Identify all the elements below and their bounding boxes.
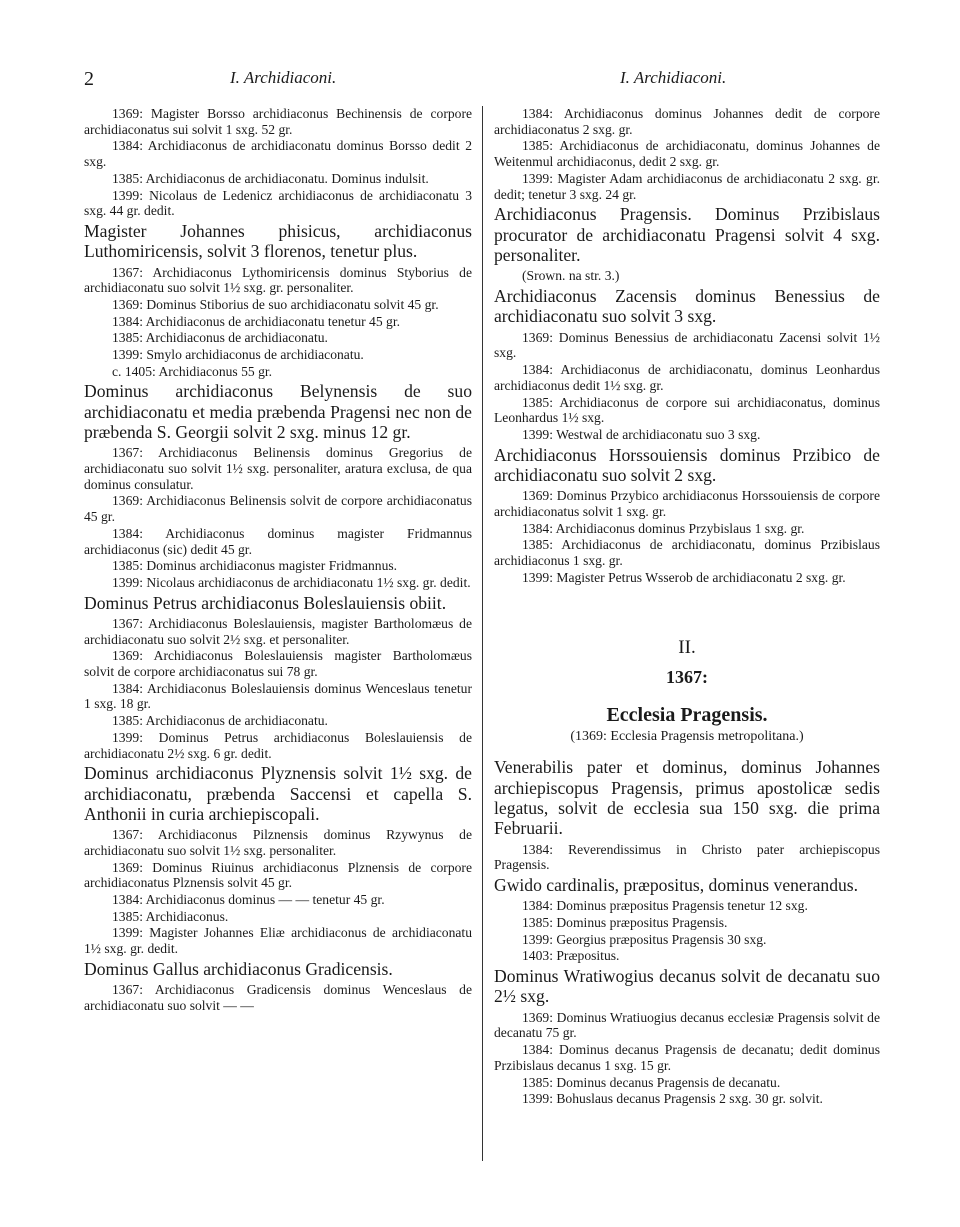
section-title: Ecclesia Pragensis. xyxy=(606,704,768,727)
record-entry: 1369: Magister Borsso archidiaconus Bechinensis de corpore archidiaconatus sui solvit 1 sxg. 52 gr. xyxy=(84,106,472,137)
record-entry: 1369: Dominus Stiborius de suo archidiaconatu solvit 45 gr. xyxy=(112,296,439,312)
record-entry: 1399: Nicolaus de Ledenicz archidiaconus de archidiaconatu 3 sxg. 44 gr. dedit. xyxy=(84,187,472,219)
entry-heading: Archidiaconus Pragensis. Dominus Przibislaus procurator de archidiaconatu Pragensi solvit 4 sxg. personaliter. xyxy=(494,204,880,265)
entry-heading: Venerabilis pater et dominus, dominus Johannes archiepiscopus Pragensis, primus apostolicæ sedis legatus, solvit de ecclesia sua 150 sxg. die prima Februarii. xyxy=(494,757,880,839)
section-heading-block xyxy=(494,637,880,745)
record-entry: 1399: Dominus Petrus archidiaconus Boleslauiensis de archidiaconatu 2½ sxg. 6 gr. dedit. xyxy=(84,729,472,761)
record-entry: 1384: Reverendissimus in Christo pater archiepiscopus Pragensis. xyxy=(494,841,880,873)
record-entry: 1385: Archidiaconus de archidiaconatu. xyxy=(112,713,328,729)
record-entry: 1367: Archidiaconus Gradicensis dominus Wenceslaus de archidiaconatu suo solvit — — xyxy=(84,982,472,1013)
record-entry: 1384: Archidiaconus Boleslauiensis dominus Wenceslaus tenetur 1 sxg. 18 gr. xyxy=(84,680,472,712)
cross-reference-note: (Srown. na str. 3.) xyxy=(522,268,620,284)
left-column xyxy=(84,106,472,1015)
record-entry: 1399: Georgius præpositus Pragensis 30 sxg. xyxy=(522,931,767,947)
record-entry: 1385: Dominus præpositus Pragensis. xyxy=(522,915,728,931)
record-entry: 1385: Dominus decanus Pragensis de decanatu. xyxy=(522,1074,781,1090)
record-entry: 1369: Dominus Benessius de archidiaconatu Zacensi solvit 1½ sxg. xyxy=(494,329,880,361)
page-header xyxy=(84,68,884,94)
entry-heading: Archidiaconus Horssouiensis dominus Przibico de archidiaconatu suo solvit 2 sxg. xyxy=(494,444,880,485)
right-column xyxy=(494,106,880,1108)
record-entry: 1367: Archidiaconus Belinensis dominus Gregorius de archidiaconatu suo solvit 1½ sxg. personaliter, aratura exclusa, de qua dominus consulatur. xyxy=(84,445,472,492)
column-divider xyxy=(482,106,483,1161)
running-head-right: I. Archidiaconi. xyxy=(620,68,727,87)
entry-heading: Magister Johannes phisicus, archidiaconus Luthomiricensis, solvit 3 florenos, tenetur plus. xyxy=(84,220,472,262)
record-entry: 1399: Smylo archidiaconus de archidiaconatu. xyxy=(112,347,364,363)
record-entry: 1384: Archidiaconus dominus — — tenetur 45 gr. xyxy=(112,891,385,907)
record-entry: 1384: Archidiaconus dominus Johannes dedit de corpore archidiaconatus 2 sxg. gr. xyxy=(494,106,880,137)
entry-heading: Dominus archidiaconus Plyznensis solvit 1½ sxg. de archidiaconatu, præbenda Saccensi et capella S. Anthonii in curia archiepiscopali. xyxy=(84,763,472,824)
record-entry: 1385: Archidiaconus de archidiaconatu. xyxy=(112,330,328,346)
section-subtitle: (1369: Ecclesia Pragensis metropolitana.) xyxy=(570,729,804,745)
entry-heading: Dominus Petrus archidiaconus Boleslauiensis obiit. xyxy=(84,592,447,613)
record-entry: 1384: Archidiaconus dominus magister Fridmannus archidiaconus (sic) dedit 45 gr. xyxy=(84,525,472,557)
record-entry: 1369: Dominus Riuinus archidiaconus Plznensis de corpore archidiaconatus Plznensis solvit 45 gr. xyxy=(84,859,472,891)
record-entry: 1367: Archidiaconus Lythomiricensis dominus Styborius de archidiaconatu suo solvit 1½ sxg. gr. personaliter. xyxy=(84,264,472,296)
record-entry: 1384: Dominus decanus Pragensis de decanatu; dedit dominus Przibislaus decanus 1 sxg. 15 gr. xyxy=(494,1042,880,1073)
record-entry: 1399: Magister Johannes Eliæ archidiaconus de archidiaconatu 1½ sxg. gr. dedit. xyxy=(84,925,472,957)
record-entry: 1384: Archidiaconus de archidiaconatu dominus Borsso dedit 2 sxg. xyxy=(84,138,472,170)
record-entry: 1384: Archidiaconus de archidiaconatu tenetur 45 gr. xyxy=(112,313,401,329)
record-entry: 1399: Magister Adam archidiaconus de archidiaconatu 2 sxg. gr. dedit; tenetur 3 sxg. 24 gr. xyxy=(494,170,880,202)
record-entry: 1369: Dominus Wratiuogius decanus ecclesiæ Pragensis solvit de decanatu 75 gr. xyxy=(494,1009,880,1041)
entry-heading: Dominus archidiaconus Belynensis de suo archidiaconatu et media præbenda Pragensi nec non de præbenda S. Georgii solvit 2 sxg. minus 12 gr. xyxy=(84,381,472,443)
entry-heading: Dominus Gallus archidiaconus Gradicensis. xyxy=(84,958,393,979)
section-year: 1367: xyxy=(666,667,708,688)
record-entry: 1399: Magister Petrus Wsserob de archidiaconatu 2 sxg. gr. xyxy=(522,569,846,585)
record-entry: 1385: Archidiaconus de archidiaconatu, dominus Przibislaus archidiaconus 1 sxg. gr. xyxy=(494,537,880,569)
right-column-entries xyxy=(494,106,880,585)
record-entry: 1369: Archidiaconus Belinensis solvit de corpore archidiaconatus 45 gr. xyxy=(84,493,472,525)
record-entry: 1399: Nicolaus archidiaconus de archidiaconatu 1½ sxg. gr. dedit. xyxy=(112,574,471,590)
entry-heading: Dominus Wratiwogius decanus solvit de decanatu suo 2½ sxg. xyxy=(494,966,880,1007)
record-entry: 1367: Archidiaconus Pilznensis dominus Rzywynus de archidiaconatu suo solvit 1½ sxg. personaliter. xyxy=(84,827,472,858)
entry-heading: Archidiaconus Zacensis dominus Benessius de archidiaconatu suo solvit 3 sxg. xyxy=(494,286,880,327)
record-entry: 1384: Dominus præpositus Pragensis tenetur 12 sxg. xyxy=(522,898,808,914)
record-entry: 1399: Bohuslaus decanus Pragensis 2 sxg. 30 gr. solvit. xyxy=(522,1091,823,1107)
record-entry: 1369: Archidiaconus Boleslauiensis magister Bartholomæus solvit de corpore archidiaconatus sui 78 gr. xyxy=(84,648,472,680)
entry-heading: Gwido cardinalis, præpositus, dominus venerandus. xyxy=(494,875,859,896)
record-entry: 1385: Archidiaconus de corpore sui archidiaconatus, dominus Leonhardus 1½ sxg. xyxy=(494,394,880,426)
record-entry: 1385: Archidiaconus de archidiaconatu, dominus Johannes de Weitenmul archidiaconus, dedit 2 sxg. gr. xyxy=(494,138,880,170)
page-number: 2 xyxy=(84,68,94,90)
record-entry: 1399: Westwal de archidiaconatu suo 3 sxg. xyxy=(522,426,761,442)
record-entry: 1384: Archidiaconus de archidiaconatu, dominus Leonhardus archidiaconus dedit 1½ sxg. gr. xyxy=(494,362,880,393)
record-entry: 1385: Archidiaconus. xyxy=(112,908,229,924)
section-roman-numeral: II. xyxy=(678,637,696,659)
record-entry: c. 1405: Archidiaconus 55 gr. xyxy=(112,363,273,379)
running-head-left: I. Archidiaconi. xyxy=(230,68,337,87)
record-entry: 1403: Præpositus. xyxy=(522,948,620,964)
record-entry: 1385: Archidiaconus de archidiaconatu. Dominus indulsit. xyxy=(112,170,429,186)
right-column-section-entries xyxy=(494,757,880,1107)
record-entry: 1369: Dominus Przybico archidiaconus Horssouiensis de corpore archidiaconatus solvit 1 sxg. gr. xyxy=(494,488,880,519)
record-entry: 1385: Dominus archidiaconus magister Fridmannus. xyxy=(112,558,398,574)
record-entry: 1384: Archidiaconus dominus Przybislaus 1 sxg. gr. xyxy=(522,520,805,536)
record-entry: 1367: Archidiaconus Boleslauiensis, magister Bartholomæus de archidiaconatu suo solvit 2½ sxg. et personaliter. xyxy=(84,615,472,647)
